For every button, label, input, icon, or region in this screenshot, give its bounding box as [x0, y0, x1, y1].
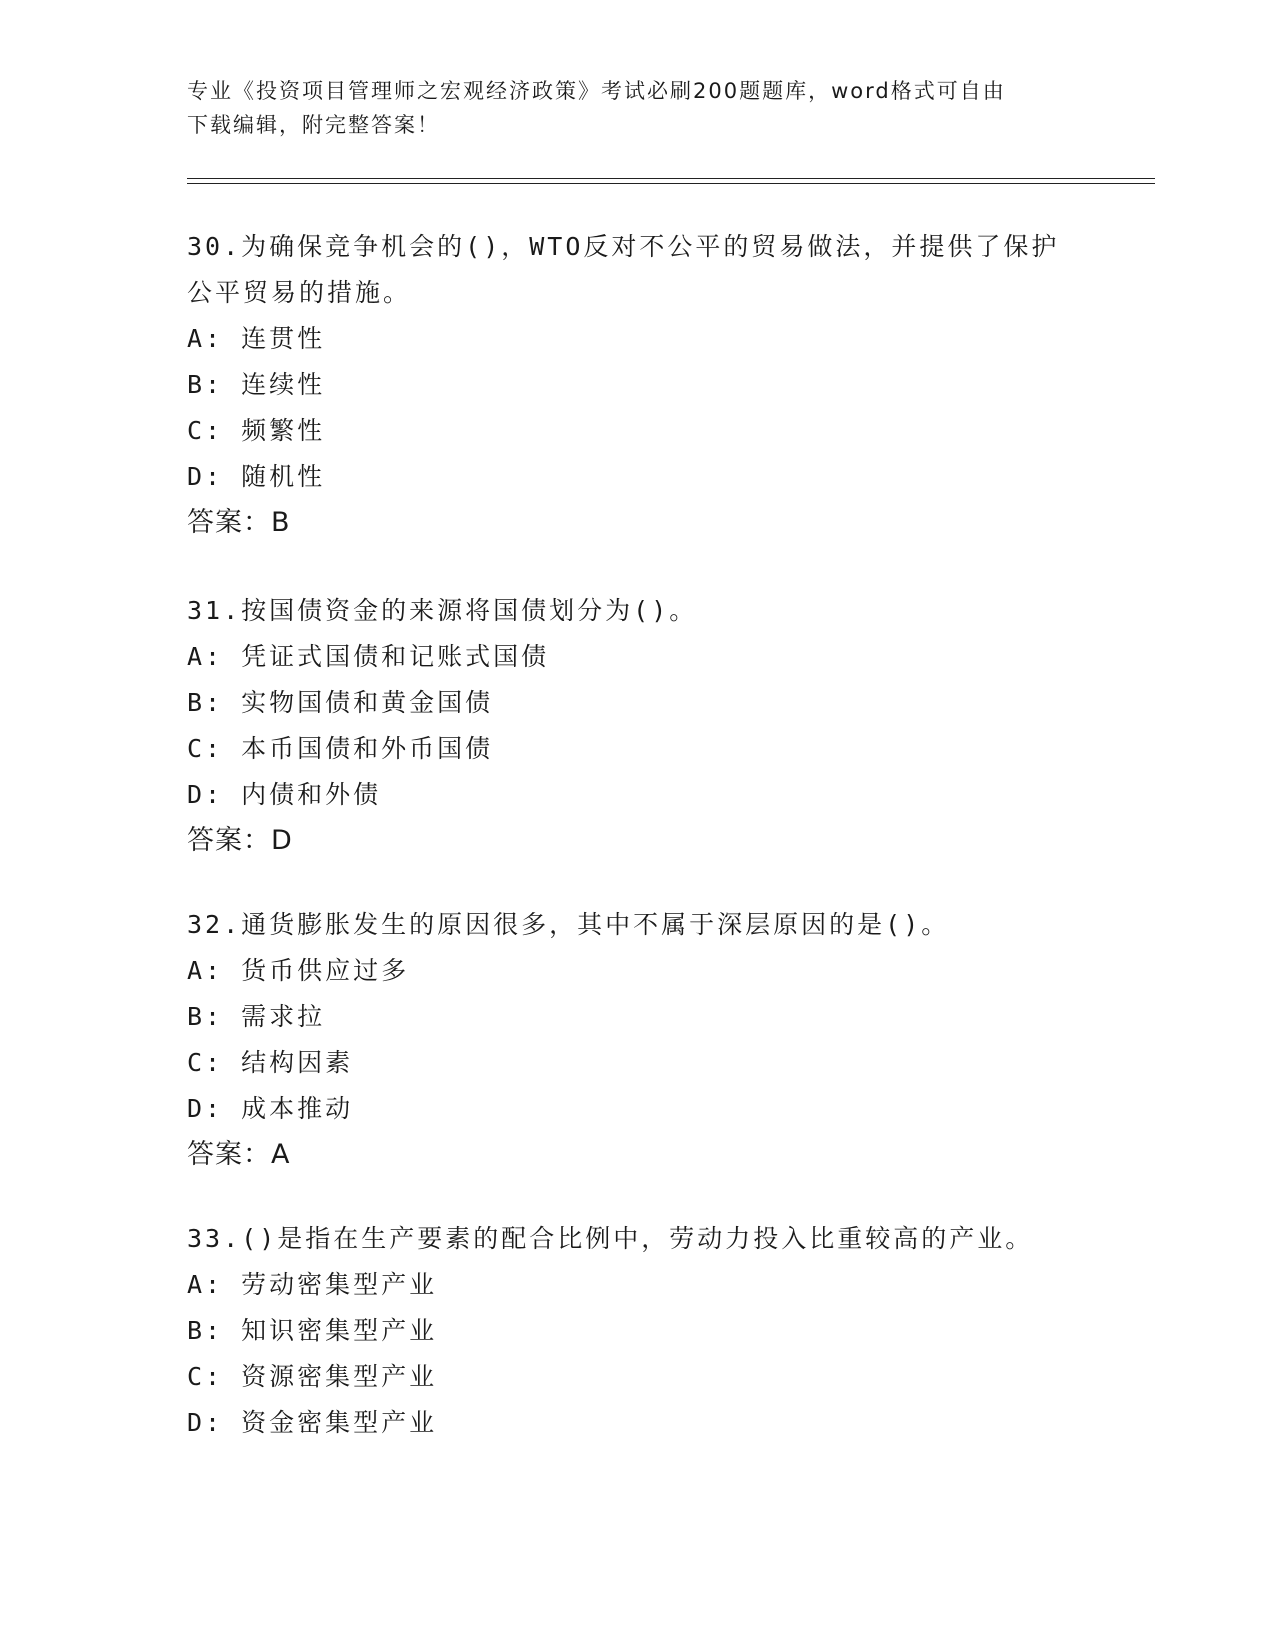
question-stem-line-1: 33.()是指在生产要素的配合比例中，劳动力投入比重较高的产业。 — [187, 1224, 1034, 1253]
question-30 — [187, 224, 1087, 546]
option-c: C: 频繁性 — [187, 416, 326, 445]
answer: 答案：D — [187, 825, 293, 856]
header-divider-top — [187, 178, 1155, 179]
option-d: D: 随机性 — [187, 462, 326, 491]
option-c: C: 本币国债和外币国债 — [187, 734, 494, 763]
option-a: A: 连贯性 — [187, 324, 326, 353]
header-line-1: 专业《投资项目管理师之宏观经济政策》考试必刷200题题库，word格式可自由 — [187, 79, 1006, 103]
option-b: B: 连续性 — [187, 370, 326, 399]
option-b: B: 知识密集型产业 — [187, 1316, 438, 1345]
option-d: D: 资金密集型产业 — [187, 1408, 438, 1437]
option-a: A: 货币供应过多 — [187, 956, 410, 985]
question-stem-line-1: 30.为确保竞争机会的()，WTO反对不公平的贸易做法，并提供了保护 — [187, 232, 1060, 261]
option-b: B: 需求拉 — [187, 1002, 326, 1031]
answer: 答案：B — [187, 507, 291, 538]
question-stem-line-1: 32.通货膨胀发生的原因很多，其中不属于深层原因的是()。 — [187, 910, 950, 939]
question-31 — [187, 588, 1087, 864]
option-c: C: 资源密集型产业 — [187, 1362, 438, 1391]
option-b: B: 实物国债和黄金国债 — [187, 688, 494, 717]
answer: 答案：A — [187, 1139, 291, 1170]
document-header — [187, 74, 1087, 142]
option-d: D: 内债和外债 — [187, 780, 382, 809]
question-32 — [187, 902, 1087, 1178]
option-a: A: 劳动密集型产业 — [187, 1270, 438, 1299]
option-d: D: 成本推动 — [187, 1094, 354, 1123]
header-line-2: 下载编辑，附完整答案！ — [187, 113, 440, 137]
option-a: A: 凭证式国债和记账式国债 — [187, 642, 550, 671]
question-stem-line-1: 31.按国债资金的来源将国债划分为()。 — [187, 596, 698, 625]
header-divider-bottom — [187, 183, 1155, 184]
question-33 — [187, 1216, 1087, 1446]
question-stem-line-2: 公平贸易的措施。 — [187, 278, 412, 307]
option-c: C: 结构因素 — [187, 1048, 354, 1077]
